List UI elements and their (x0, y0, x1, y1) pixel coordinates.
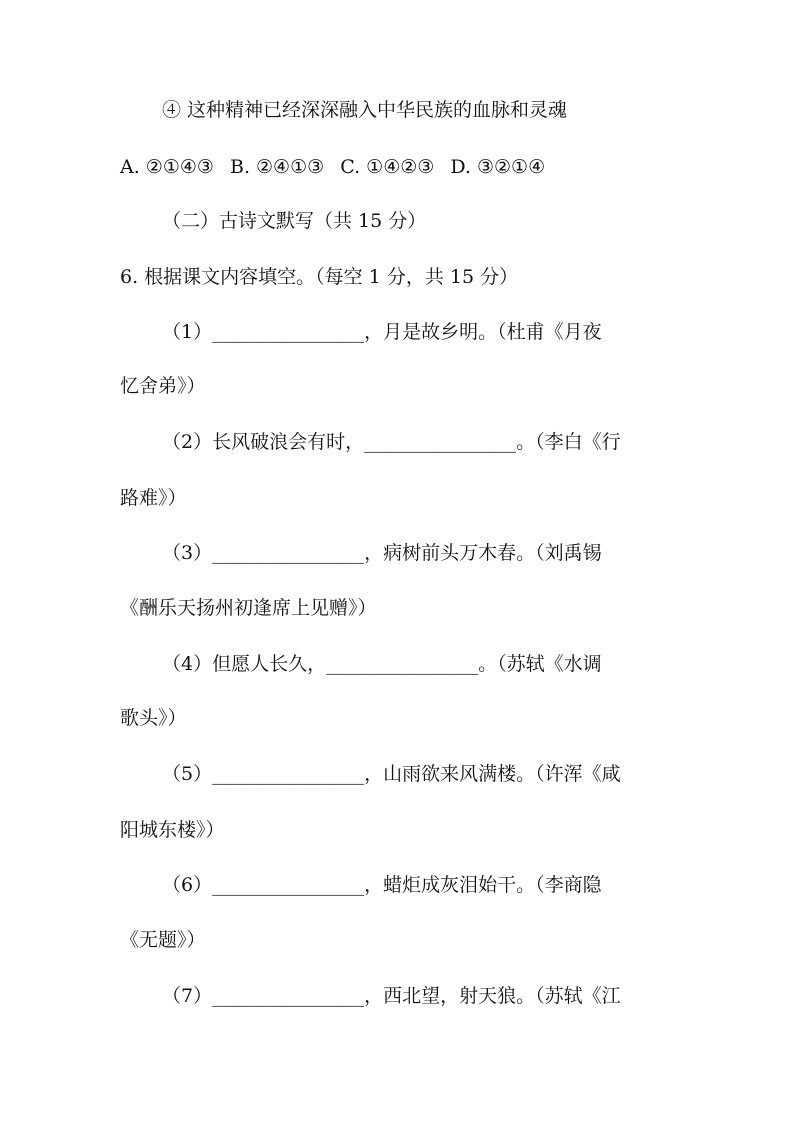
statement-item-4: ④ 这种精神已经深深融入中华民族的血脉和灵魂 (162, 99, 568, 121)
blank-5-line: （5）________________，山雨欲来风满楼。（许浑《咸 (162, 763, 621, 785)
blank-1-line: （1）________________，月是故乡明。（杜甫《月夜 (162, 321, 602, 343)
blank-6-line: （6）________________，蜡炬成灰泪始干。（李商隐 (162, 874, 602, 896)
blank-4-source: 歌头》） (120, 707, 187, 729)
option-d: D. ③②①④ (450, 156, 546, 178)
option-a: A. ②①④③ (120, 156, 214, 178)
blank-2-source: 路难》） (120, 487, 187, 509)
blank-3-source: 《酬乐天扬州初逢席上见赠》） (120, 597, 377, 619)
option-c: C. ①④②③ (340, 156, 435, 178)
blank-1-source: 忆舍弟》） (120, 375, 206, 397)
option-b: B. ②④①③ (229, 156, 325, 178)
blank-4-line: （4）但愿人长久，________________。（苏轼《水调 (162, 653, 602, 675)
blank-2-line: （2）长风破浪会有时，________________。（李白《行 (162, 431, 621, 453)
blank-6-source: 《无题》） (120, 929, 206, 951)
question-6-prompt: 6. 根据课文内容填空。（每空 1 分，共 15 分） (120, 266, 519, 288)
section-heading: （二）古诗文默写（共 15 分） (162, 210, 427, 232)
blank-3-line: （3）________________，病树前头万木春。（刘禹锡 (162, 542, 602, 564)
answer-options (0, 155, 794, 179)
blank-7-line: （7）________________，西北望，射天狼。（苏轼《江 (162, 985, 621, 1007)
blank-5-source: 阳城东楼》） (120, 819, 225, 841)
